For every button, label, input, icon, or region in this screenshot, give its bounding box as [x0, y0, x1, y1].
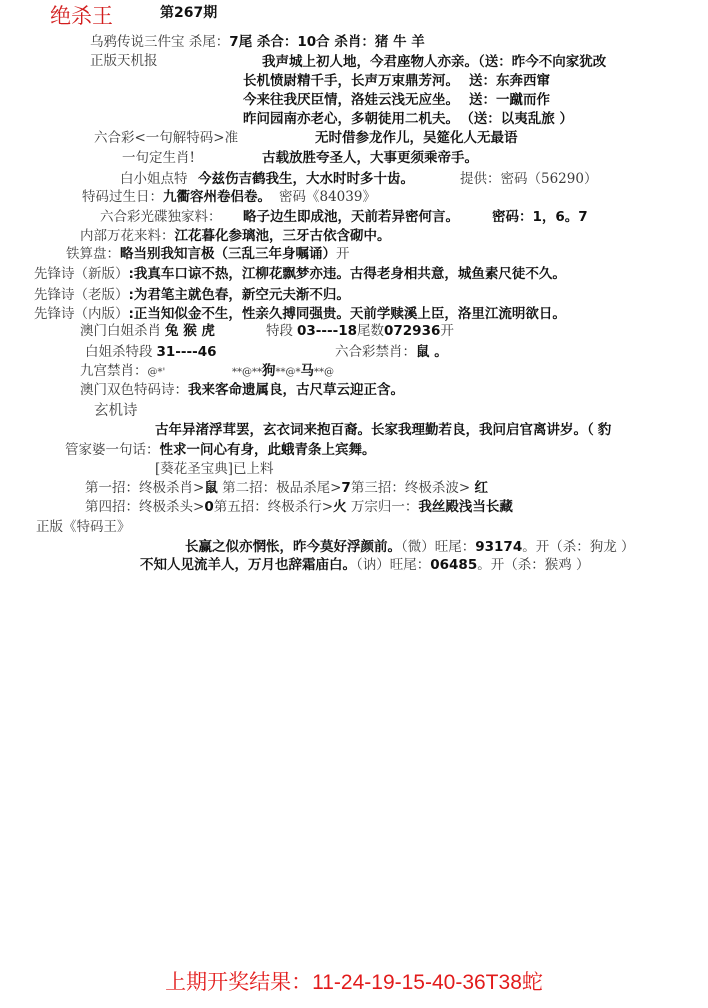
line-xianfeng-inner [34, 305, 566, 323]
line-label: 九宫禁肖： [80, 363, 148, 379]
line-xuanjishi-text [155, 421, 611, 439]
line-zhao-1-3 [85, 479, 488, 497]
line-value: 红 [474, 480, 488, 496]
line-xianfeng-new [34, 265, 566, 283]
line-guangdie-label: 六合彩光碟独家料： [100, 209, 222, 225]
line-label: 尾数 [357, 323, 384, 339]
line-yijujie-text: 无时借参龙作儿，吴筵化人无最语 [315, 130, 518, 146]
line-text: 昨问园南亦老心，多朝徒用二机夫。 [243, 111, 459, 127]
line-text: 江花暮化参璃池，三牙古依含砌中。 [174, 228, 391, 244]
line-label: 先锋诗（内版） [34, 306, 129, 322]
line-text: 今来往我厌臣情，洛娃云浅无应坐。 [243, 92, 459, 108]
line-label: 第二招：极品杀尾> [222, 480, 342, 496]
line-text: :为君笔主就色春，新空元夫渐不归。 [128, 287, 350, 303]
line-xuanjishi-label: 玄机诗 [94, 403, 138, 419]
mask-symbols: **@** [232, 367, 262, 378]
line-end: 。开（杀：狗龙 ） [522, 539, 635, 555]
line-text: 7尾 杀合：10合 杀肖：猪 牛 羊 [229, 34, 425, 50]
line-shengri [82, 188, 376, 206]
line-zhao-4-6 [85, 498, 513, 516]
line-text: :我真车口谅不热，江柳花飘梦亦违。古得老身相共意，城鱼素尺徒不久。 [128, 266, 566, 282]
line-guangdie-pwd: 密码：1，6。7 [492, 209, 588, 225]
line-tail: 豹 [597, 422, 612, 438]
line-text: 古年异渚浮茸罢，玄衣词来抱百裔。长家我理勤若良，我问启官离讲岁。（ [155, 422, 594, 438]
line-label: 第五招：终极杀行> [213, 499, 334, 515]
line-baijie-shaxiao [80, 322, 215, 340]
line-label: 内部万花来料： [80, 228, 175, 244]
line-tiesuanpan [66, 245, 350, 263]
line-label: 第一招：终极杀肖> [85, 480, 205, 496]
line-label: （微）旺尾： [401, 539, 476, 555]
issue-number: 第267期 [160, 5, 218, 21]
line-label: 铁算盘： [66, 246, 120, 262]
line-pwd: 密码《84039》 [279, 189, 376, 205]
line-jiugong-values [232, 362, 334, 382]
line-label: 先锋诗（新版） [34, 266, 129, 282]
line-baixiaojie-label: 白小姐点特 [120, 171, 188, 187]
line-shengxiao-label: 一句定生肖! [122, 150, 195, 166]
line-text: 072936 [384, 323, 441, 339]
line-label: 乌鸦传说三件宝 杀尾： [90, 34, 230, 50]
line-label: 白姐杀特段 [85, 344, 153, 360]
line-poem-2 [243, 72, 550, 90]
line-text: 不知人见流羊人，万月也辞霜庙白。 [140, 557, 356, 573]
line-text: :正当知似金不生，性亲久搏同强贵。天前学赎溪上臣，洛里江流明欲日。 [128, 306, 566, 322]
line-jinxiao [335, 343, 448, 361]
line-label: 特段 [266, 323, 293, 339]
line-temawang-label: 正版《特码王》 [36, 519, 131, 535]
line-value: 鼠 [204, 480, 218, 496]
line-shengxiao-text: 古载放胜夸圣人，大事更须乘帝手。 [262, 150, 478, 166]
line-poem-4 [243, 110, 573, 128]
line-value: 我丝殿浅当长藏 [418, 499, 513, 515]
line-baixiaojie-pwd [460, 170, 597, 188]
line-yijujie-label: 六合彩<一句解特码>准 [94, 130, 239, 146]
line-label: 澳门白姐杀肖 [80, 323, 161, 339]
line-kuihua: [葵花圣宝典]已上料 [155, 461, 274, 477]
line-poem-3 [243, 91, 550, 109]
line-text: 长赢之似亦惘怅，昨今莫好浮颜前。 [185, 539, 401, 555]
line-text: 鼠 。 [416, 344, 448, 360]
line-label: 先锋诗（老版） [34, 287, 129, 303]
line-text: 略当别我知言极（三乱三年身嘱诵） [120, 246, 336, 262]
mask-symbols: @*' [147, 367, 166, 378]
line-baixiaojie-text: 今兹伤吉鹤我生，大水时时多十齿。 [198, 171, 414, 187]
line-shuangse [80, 381, 404, 399]
line-label: 万宗归一： [350, 499, 419, 515]
line-label: 提供： [460, 171, 501, 187]
line-tianjibao-text: 我声城上初人地，今君座物人亦亲。（送：昨今不向家犹改 [262, 54, 607, 70]
line-label: 六合彩禁肖： [335, 344, 416, 360]
line-label: 管家婆一句话： [65, 442, 160, 458]
line-xianfeng-old [34, 286, 350, 304]
line-tail: 开 [440, 323, 454, 339]
mask-symbols: **@* [275, 367, 301, 378]
zodiac-dog: 狗 [262, 363, 276, 379]
line-temawang-1 [185, 538, 635, 556]
line-guanjiapo [65, 441, 376, 459]
line-guangdie-text: 略子边生即成池，天前若异密何言。 [243, 209, 459, 225]
line-jiugong [80, 362, 165, 382]
line-label: 正版天机报 [90, 53, 158, 69]
zodiac-horse: 马 [300, 363, 314, 379]
line-label: （讷）旺尾： [356, 557, 431, 573]
line-wanhua [80, 227, 391, 245]
line-label: 第三招：终极杀波> [350, 480, 471, 496]
mask-symbols: **@ [314, 367, 334, 378]
line-text: 长机愤尉精千手，长声万束鼎芳河。 [243, 73, 459, 89]
line-note: 送：一蹴而作 [469, 92, 550, 108]
line-text: 兔 猴 虎 [165, 323, 215, 339]
line-text: 我来客命遗属良，古尺草云迎正含。 [188, 382, 404, 398]
line-label: 特码过生日： [82, 189, 163, 205]
line-wuya [90, 33, 425, 51]
line-value: 0 [204, 499, 214, 515]
page-title: 绝杀王 [50, 4, 113, 28]
line-text: 密码（56290） [500, 171, 598, 187]
line-value: 7 [341, 480, 351, 496]
last-draw-result: 上期开奖结果：11-24-19-15-40-36T38蛇 [165, 971, 543, 994]
line-text: 性求一问心有身，此蛾青条上宾舞。 [159, 442, 376, 458]
line-baijie-teduan [266, 322, 454, 340]
line-value: 06485 [430, 557, 478, 573]
line-text: 九衢容州卷侣卷。 [163, 189, 271, 205]
line-note: 送：东奔西窜 [469, 73, 550, 89]
line-tianjibao [90, 52, 158, 70]
line-baijie-teduan-2 [85, 343, 217, 361]
line-text: 03----18 [297, 323, 357, 339]
line-temawang-2 [140, 556, 590, 574]
line-label: 第四招：终极杀头> [85, 499, 205, 515]
line-text: 31----46 [156, 344, 217, 360]
line-value: 火 [333, 499, 347, 515]
line-end: 。开（杀：猴鸡 ） [477, 557, 590, 573]
line-note: （送：以夷乱旅 ） [467, 111, 573, 127]
line-label: 澳门双色特码诗： [80, 382, 188, 398]
line-value: 93174 [475, 539, 523, 555]
line-tail: 开 [336, 246, 350, 262]
